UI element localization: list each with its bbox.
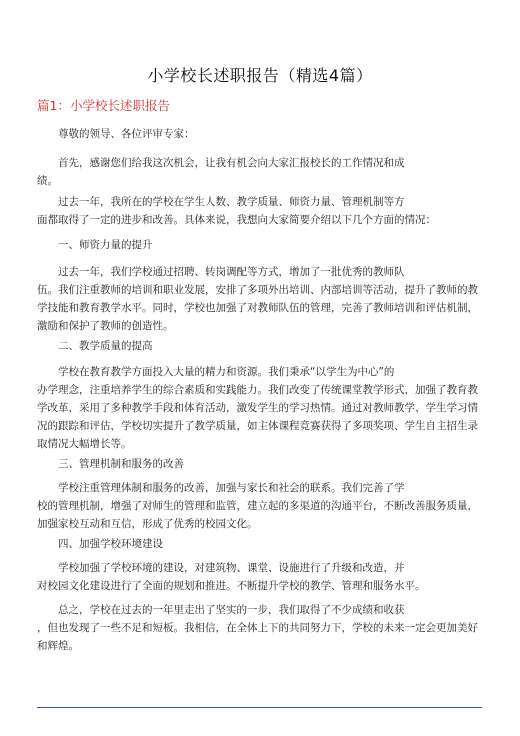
paragraph-line: 过去一年，我们学校通过招聘、转岗调配等方式，增加了一批优秀的教师队 [58,266,405,278]
paragraph-line: 首先，感谢您们给我这次机会，让我有机会向大家汇报校长的工作情况和成 [58,157,405,169]
overview-paragraph [37,193,489,229]
subheading-environment [37,535,489,553]
paragraph-line: 学改革，采用了多种教学手段和体育活动，激发学生的学习热情。通过对教师教学、学生学习情 [37,402,478,414]
paragraph-line: 一、师资力量的提升 [58,239,153,251]
subheading-management [37,455,489,473]
paragraph-line: 办学理念，注重培养学生的综合素质和实践能力。我们改变了传统课堂教学形式，加强了教育教 [37,384,478,396]
section-heading: 篇1：小学校长述职报告 [37,98,170,113]
teachers-paragraph [37,263,489,335]
paragraph-line: 伍。我们注重教师的培训和职业发展，安排了多项外出培训、内部培训等活动，提升了教师的教 [37,284,478,296]
intro-paragraph [37,154,489,190]
paragraph-line: ，但也发现了一些不足和短板。我相信，在全体上下的共同努力下，学校的未来一定会更加美好 [37,622,478,634]
paragraph-line: 学校加强了学校环境的建设，对建筑物、课堂、设施进行了升级和改造，并 [58,562,405,574]
paragraph-line: 面都取得了一定的进步和改善。具体来说，我想向大家简要介绍以下几个方面的情况： [37,214,436,226]
management-paragraph [37,479,489,533]
paragraph-line: 四、加强学校环境建设 [58,538,163,550]
paragraph-line: 和辉煌。 [37,640,79,652]
paragraph-line: 过去一年，我所在的学校在学生人数、教学质量、师资力量、管理机制等方 [58,196,405,208]
document-title: 小学校长述职报告（精选4篇） [147,66,373,85]
paragraph-line: 对校园文化建设进行了全面的规划和推进。不断提升学校的教学、管理和服务水平。 [37,580,426,592]
footer-divider [37,707,482,708]
greeting-paragraph [37,125,489,143]
paragraph-line: 取情况大幅增长等。 [37,438,132,450]
paragraph-line: 加强家校互动和互信，形成了优秀的校园文化。 [37,518,258,530]
paragraph-line: 校的管理机制，增强了对师生的管理和监管，建立起的多渠道的沟通平台，不断改善服务质量， [37,500,478,512]
paragraph-line: 激励和保护了教师的创造性。 [37,320,174,332]
conclusion-paragraph [37,601,489,655]
subheading-teaching [37,337,489,355]
paragraph-line: 学校在教育教学方面投入大量的精力和资源。我们秉承“以学生为中心”的 [58,366,395,378]
teaching-paragraph [37,363,489,453]
paragraph-line: 学校注重管理体制和服务的改善，加强与家长和社会的联系。我们完善了学 [58,482,405,494]
subheading-teachers [37,236,489,254]
paragraph-line: 况的跟踪和评估，学校切实提升了教学质量，如主体课程竞赛获得了多项奖项、学生自主招生录 [37,420,478,432]
paragraph-line: 绩。 [37,175,58,187]
paragraph-line: 总之，学校在过去的一年里走出了坚实的一步，我们取得了不少成绩和收获 [58,604,405,616]
paragraph-line: 二、教学质量的提高 [58,340,153,352]
paragraph-line: 学技能和教育教学水平。同时，学校也加强了对教师队伍的管理，完善了教师培训和评估机制， [37,302,478,314]
environment-paragraph [37,559,489,595]
paragraph-line: 三、管理机制和服务的改善 [58,458,184,470]
paragraph-line: 尊敬的领导、各位评审专家： [58,128,195,140]
